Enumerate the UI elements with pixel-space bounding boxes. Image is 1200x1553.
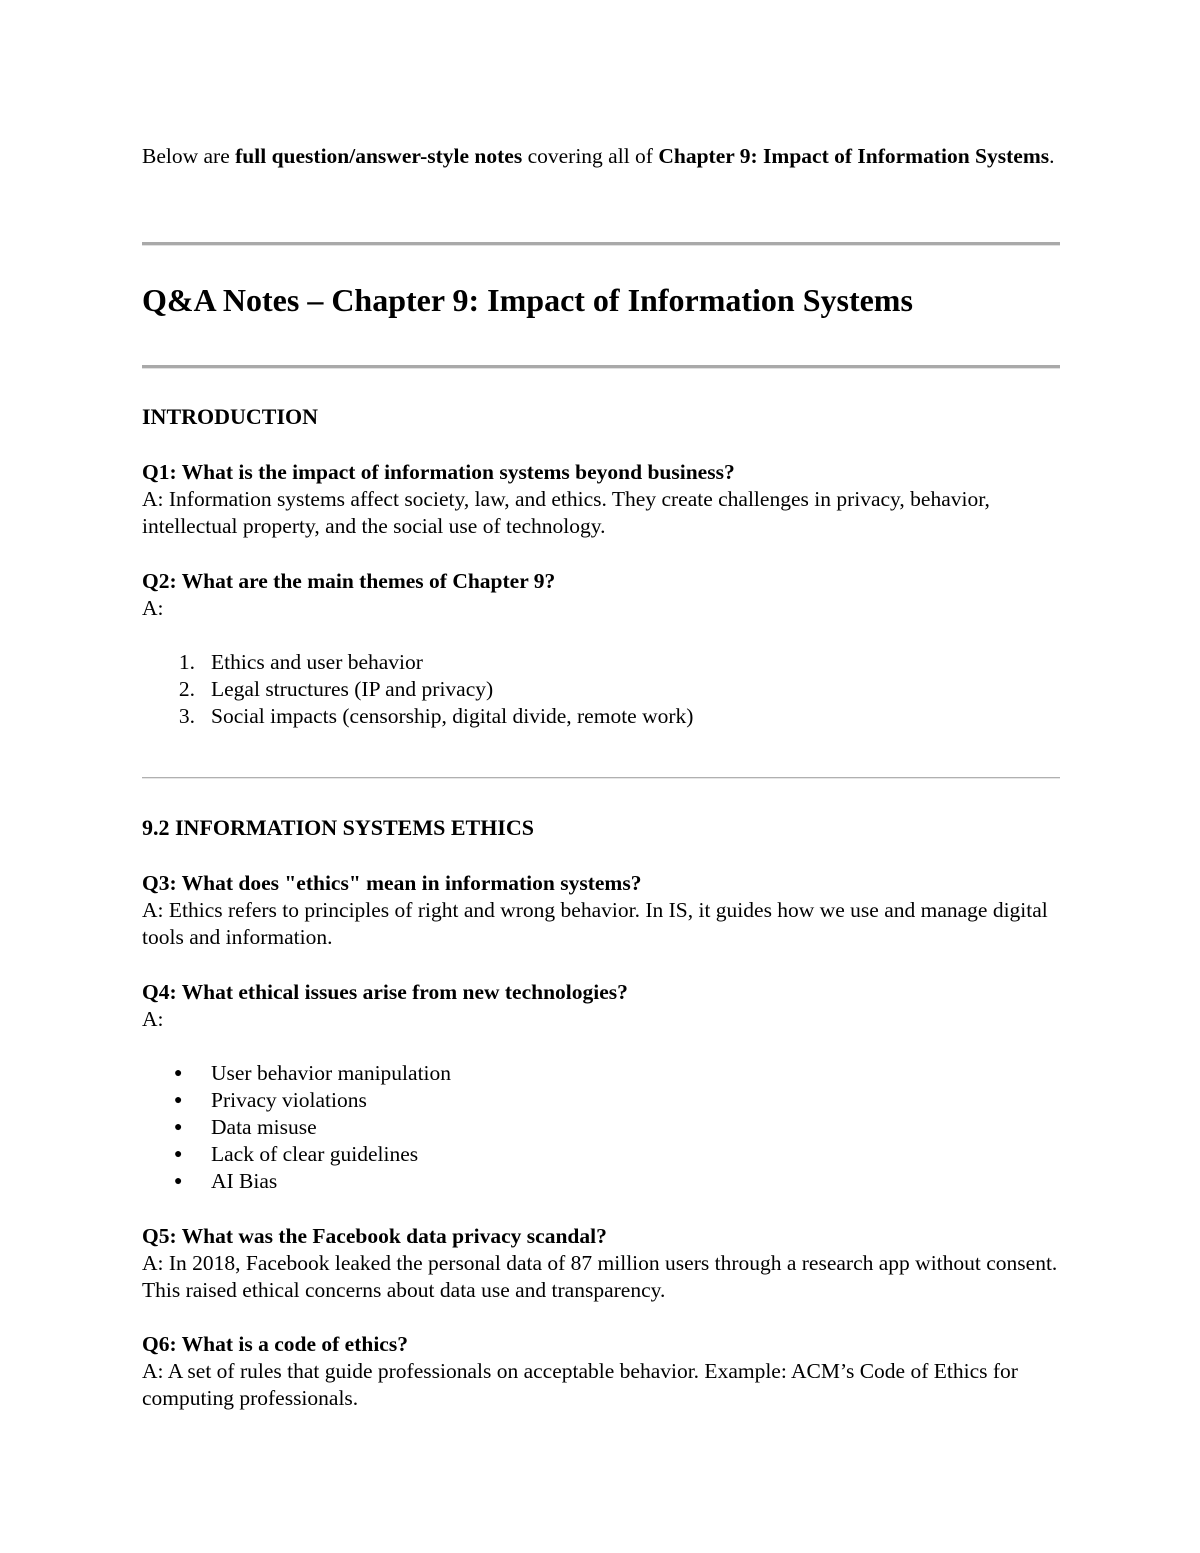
qa-block-q3 [142,870,1060,951]
answer-q3: A: Ethics refers to principles of right and wrong behavior. In IS, it guides how we use and manage digital tools and information. [142,898,1048,949]
answer-q1: A: Information systems affect society, law, and ethics. They create challenges in privacy, behavior, intellectual property, and the social use of technology. [142,487,990,538]
bullet-icon: ● [174,1093,183,1108]
list-item: ● Data misuse [174,1115,317,1139]
list-item: ● Lack of clear guidelines [174,1142,419,1166]
question-q2: Q2: What are the main themes of Chapter 9? [142,569,556,593]
list-item: ● User behavior manipulation [174,1061,452,1085]
question-q5: Q5: What was the Facebook data privacy scandal? [142,1224,607,1248]
bullet-icon: ● [174,1174,183,1189]
divider-below-title [142,365,1060,369]
intro-text-1: Below are [142,144,236,168]
question-q3: Q3: What does "ethics" mean in information systems? [142,871,642,895]
intro-bold-1: full question/answer-style notes [235,144,523,168]
qa-block-q6 [142,1331,1060,1412]
bullet-icon: ● [174,1066,183,1081]
list-item: ● Privacy violations [174,1088,367,1112]
section-heading-introduction: INTRODUCTION [142,404,319,429]
bullet-icon: ● [174,1120,183,1135]
ethical-issues-list [142,1060,451,1195]
divider-top [142,242,1060,246]
answer-q5: A: In 2018, Facebook leaked the personal data of 87 million users through a research app without consent. This raised ethical concerns about data use and transparency. [142,1251,1058,1302]
bullet-icon: ● [174,1147,183,1162]
qa-block-q5 [142,1223,1060,1304]
intro-bold-2: Chapter 9: Impact of Information Systems [658,144,1050,168]
answer-q2: A: [142,596,164,620]
question-q4: Q4: What ethical issues arise from new technologies? [142,980,628,1004]
intro-text-3: . [1049,144,1055,168]
intro-paragraph [142,143,1060,170]
divider-section [142,777,1060,779]
qa-block-q1 [142,459,1060,540]
answer-q4: A: [142,1007,164,1031]
list-item: 3. Social impacts (censorship, digital divide, remote work) [178,704,694,728]
section-heading-ethics: 9.2 INFORMATION SYSTEMS ETHICS [142,815,534,840]
list-item: 1. Ethics and user behavior [178,650,423,674]
qa-block-q4 [142,979,1060,1033]
question-q6: Q6: What is a code of ethics? [142,1332,408,1356]
intro-text-2: covering all of [522,144,659,168]
list-item: ● AI Bias [174,1169,278,1193]
list-item: 2. Legal structures (IP and privacy) [178,677,494,701]
answer-q6: A: A set of rules that guide professionals on acceptable behavior. Example: ACM’s Code of Ethics for computing professionals. [142,1359,1018,1410]
themes-list [142,649,693,730]
qa-block-q2 [142,568,1060,622]
question-q1: Q1: What is the impact of information systems beyond business? [142,460,735,484]
page-title: Q&A Notes – Chapter 9: Impact of Information Systems [142,282,913,318]
